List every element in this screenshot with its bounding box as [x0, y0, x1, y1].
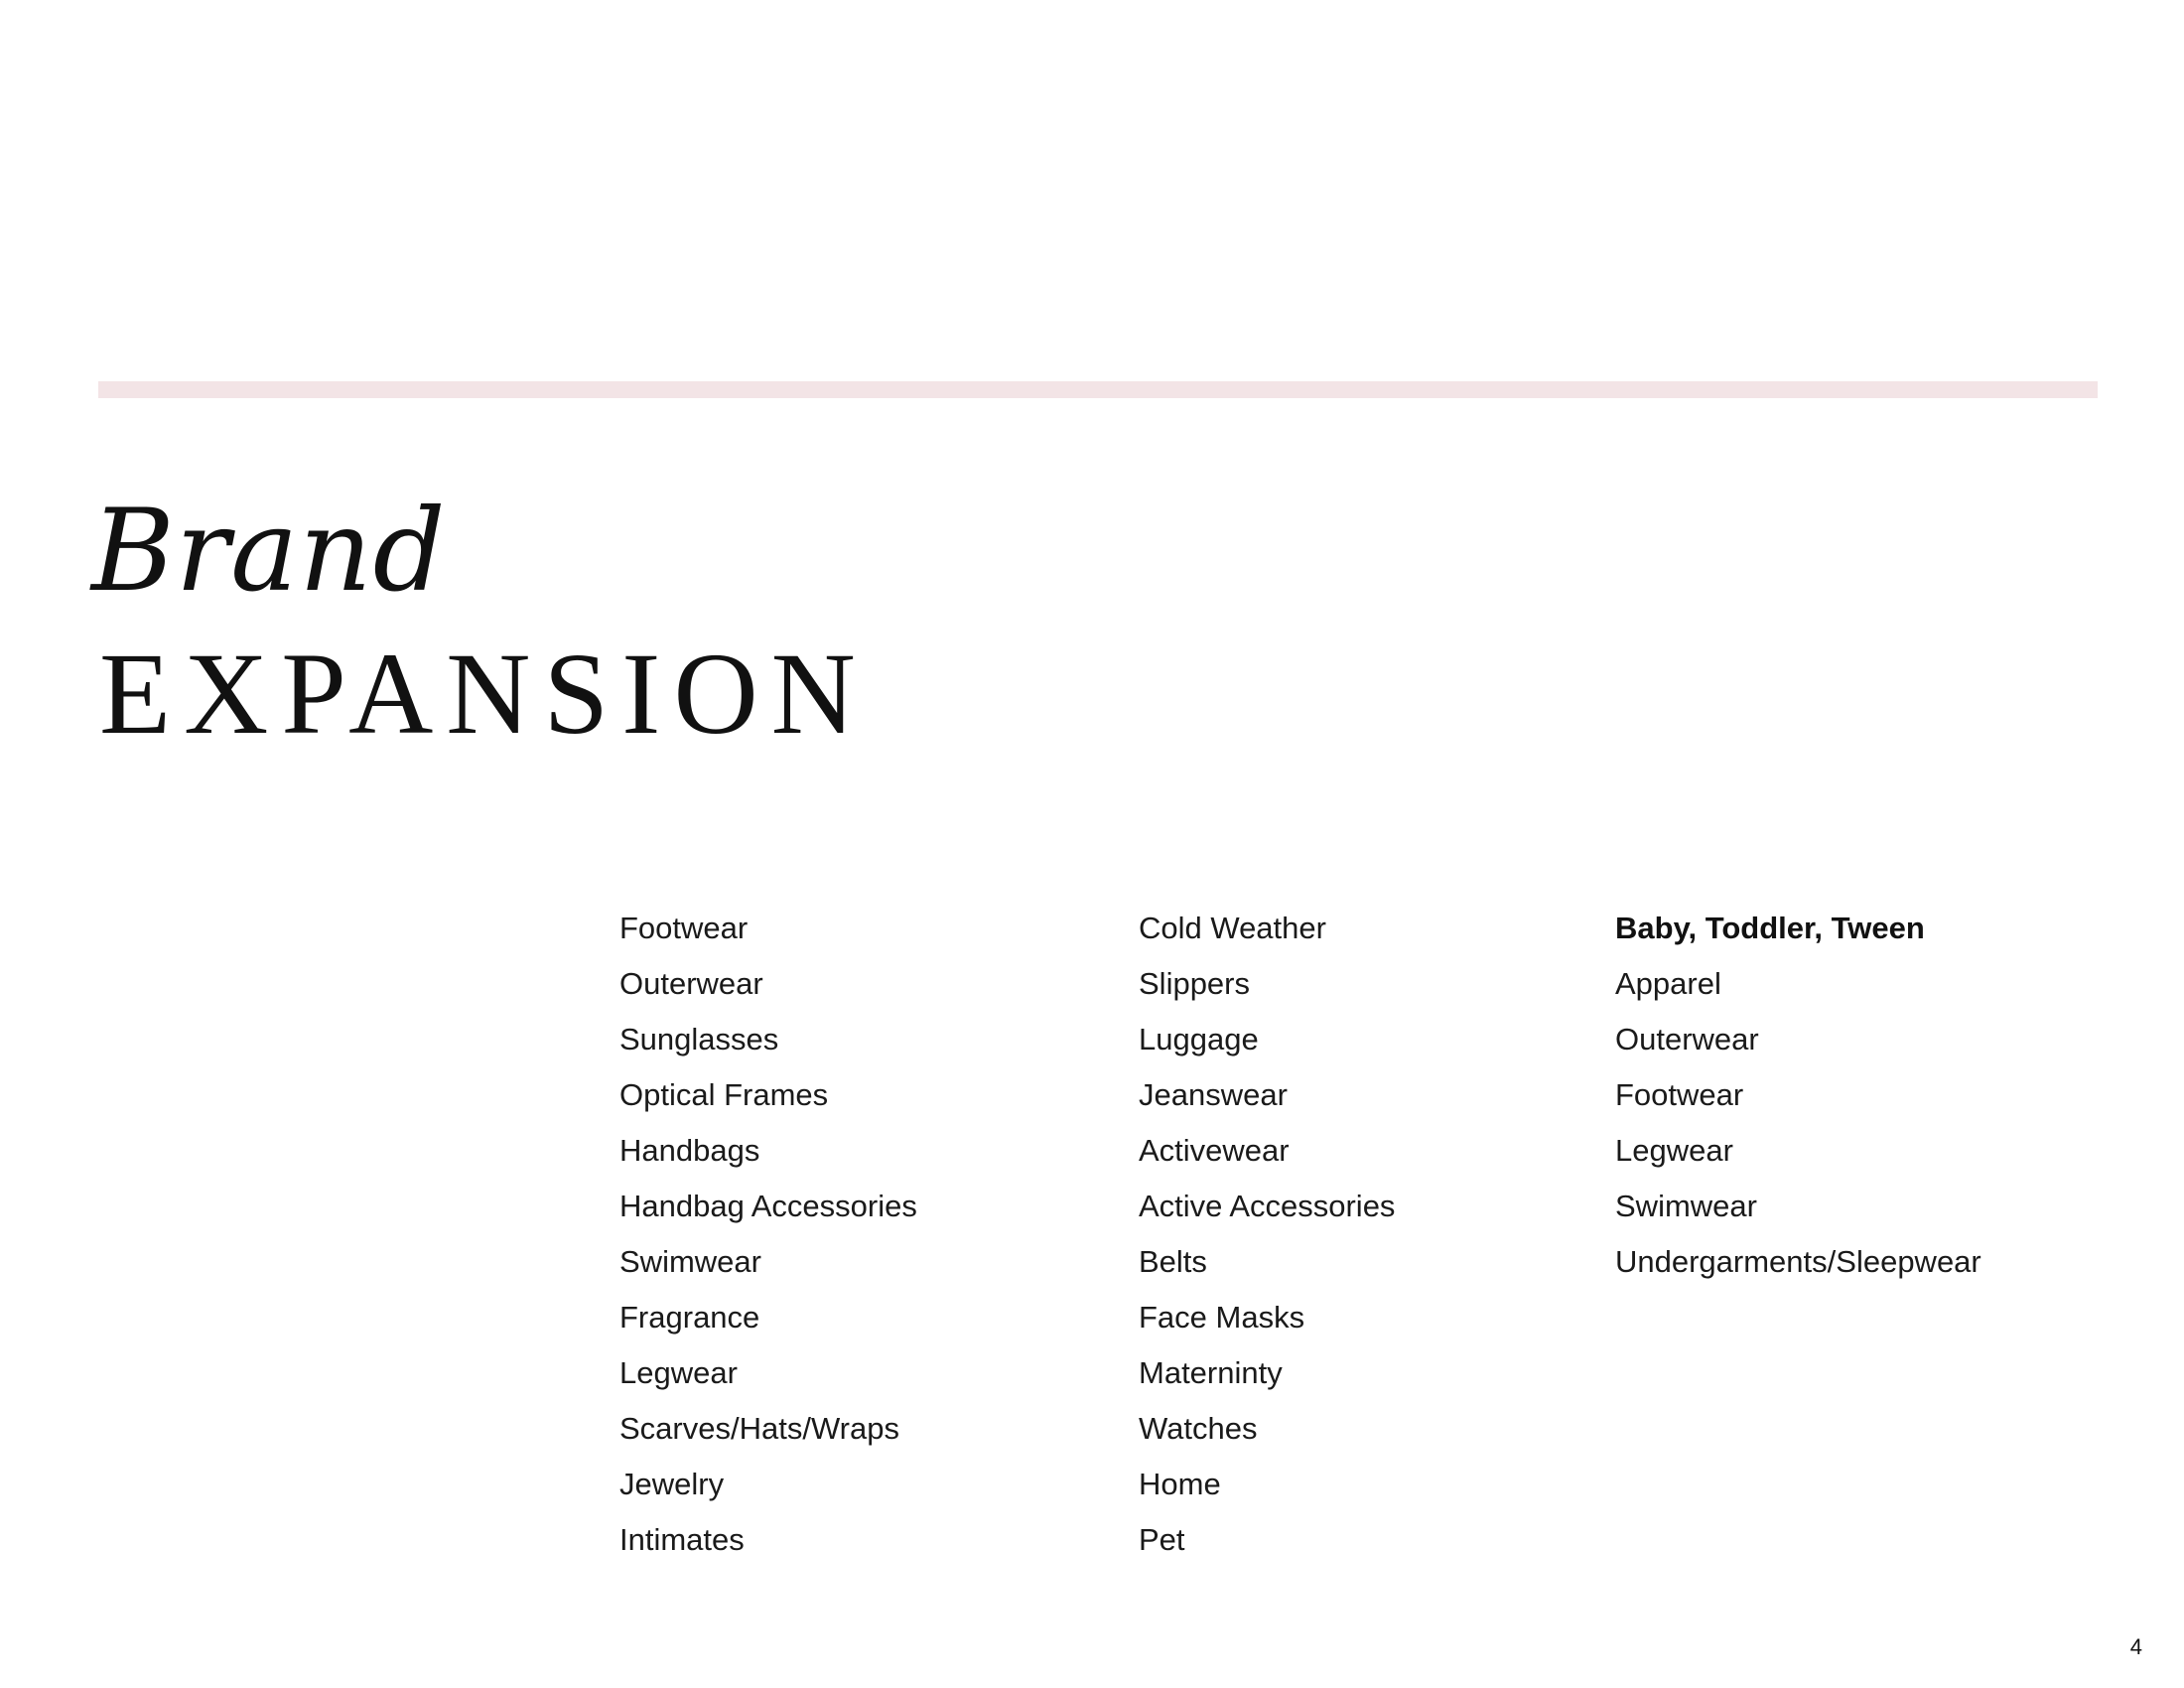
category-item: Swimwear [619, 1244, 761, 1279]
category-item: Footwear [619, 911, 749, 945]
category-item: Activewear [1139, 1133, 1290, 1168]
category-item: Watches [1139, 1411, 1258, 1446]
category-item: Jeanswear [1139, 1077, 1288, 1112]
category-item: Swimwear [1615, 1189, 1757, 1223]
category-item: Active Accessories [1139, 1189, 1396, 1223]
category-item: Sunglasses [619, 1022, 779, 1056]
category-item: Fragrance [619, 1300, 760, 1335]
category-item: Intimates [619, 1522, 745, 1557]
title-line-brand: Brand [91, 485, 447, 617]
category-column-2 [1139, 904, 1395, 1571]
category-item: Footwear [1615, 1077, 1744, 1112]
category-item: Apparel [1615, 966, 1721, 1001]
category-list-1 [619, 904, 917, 1571]
category-item: Luggage [1139, 1022, 1259, 1056]
category-list-3 [1615, 904, 1981, 1293]
category-column-3 [1615, 904, 1981, 1293]
category-item: Legwear [619, 1355, 738, 1390]
category-list-2 [1139, 904, 1395, 1571]
category-item: Scarves/Hats/Wraps [619, 1411, 899, 1446]
category-item: Handbags [619, 1133, 760, 1168]
title-line-expansion: EXPANSION [99, 629, 869, 759]
category-item: Cold Weather [1139, 911, 1326, 945]
category-item: Face Masks [1139, 1300, 1305, 1335]
category-item: Outerwear [619, 966, 763, 1001]
category-item: Belts [1139, 1244, 1207, 1279]
category-item: Jewelry [619, 1467, 725, 1501]
category-item: Legwear [1615, 1133, 1733, 1168]
category-item: Undergarments/Sleepwear [1615, 1244, 1981, 1279]
decorative-top-rule [98, 381, 2098, 398]
category-heading-baby-toddler-tween: Baby, Toddler, Tween [1615, 911, 1925, 945]
category-item: Optical Frames [619, 1077, 829, 1112]
category-item: Materninty [1139, 1355, 1283, 1390]
category-item: Pet [1139, 1522, 1185, 1557]
category-item: Handbag Accessories [619, 1189, 917, 1223]
category-column-1 [619, 904, 917, 1571]
page-number: 4 [2129, 1634, 2142, 1659]
category-item: Slippers [1139, 966, 1250, 1001]
category-item: Outerwear [1615, 1022, 1759, 1056]
category-item: Home [1139, 1467, 1221, 1501]
